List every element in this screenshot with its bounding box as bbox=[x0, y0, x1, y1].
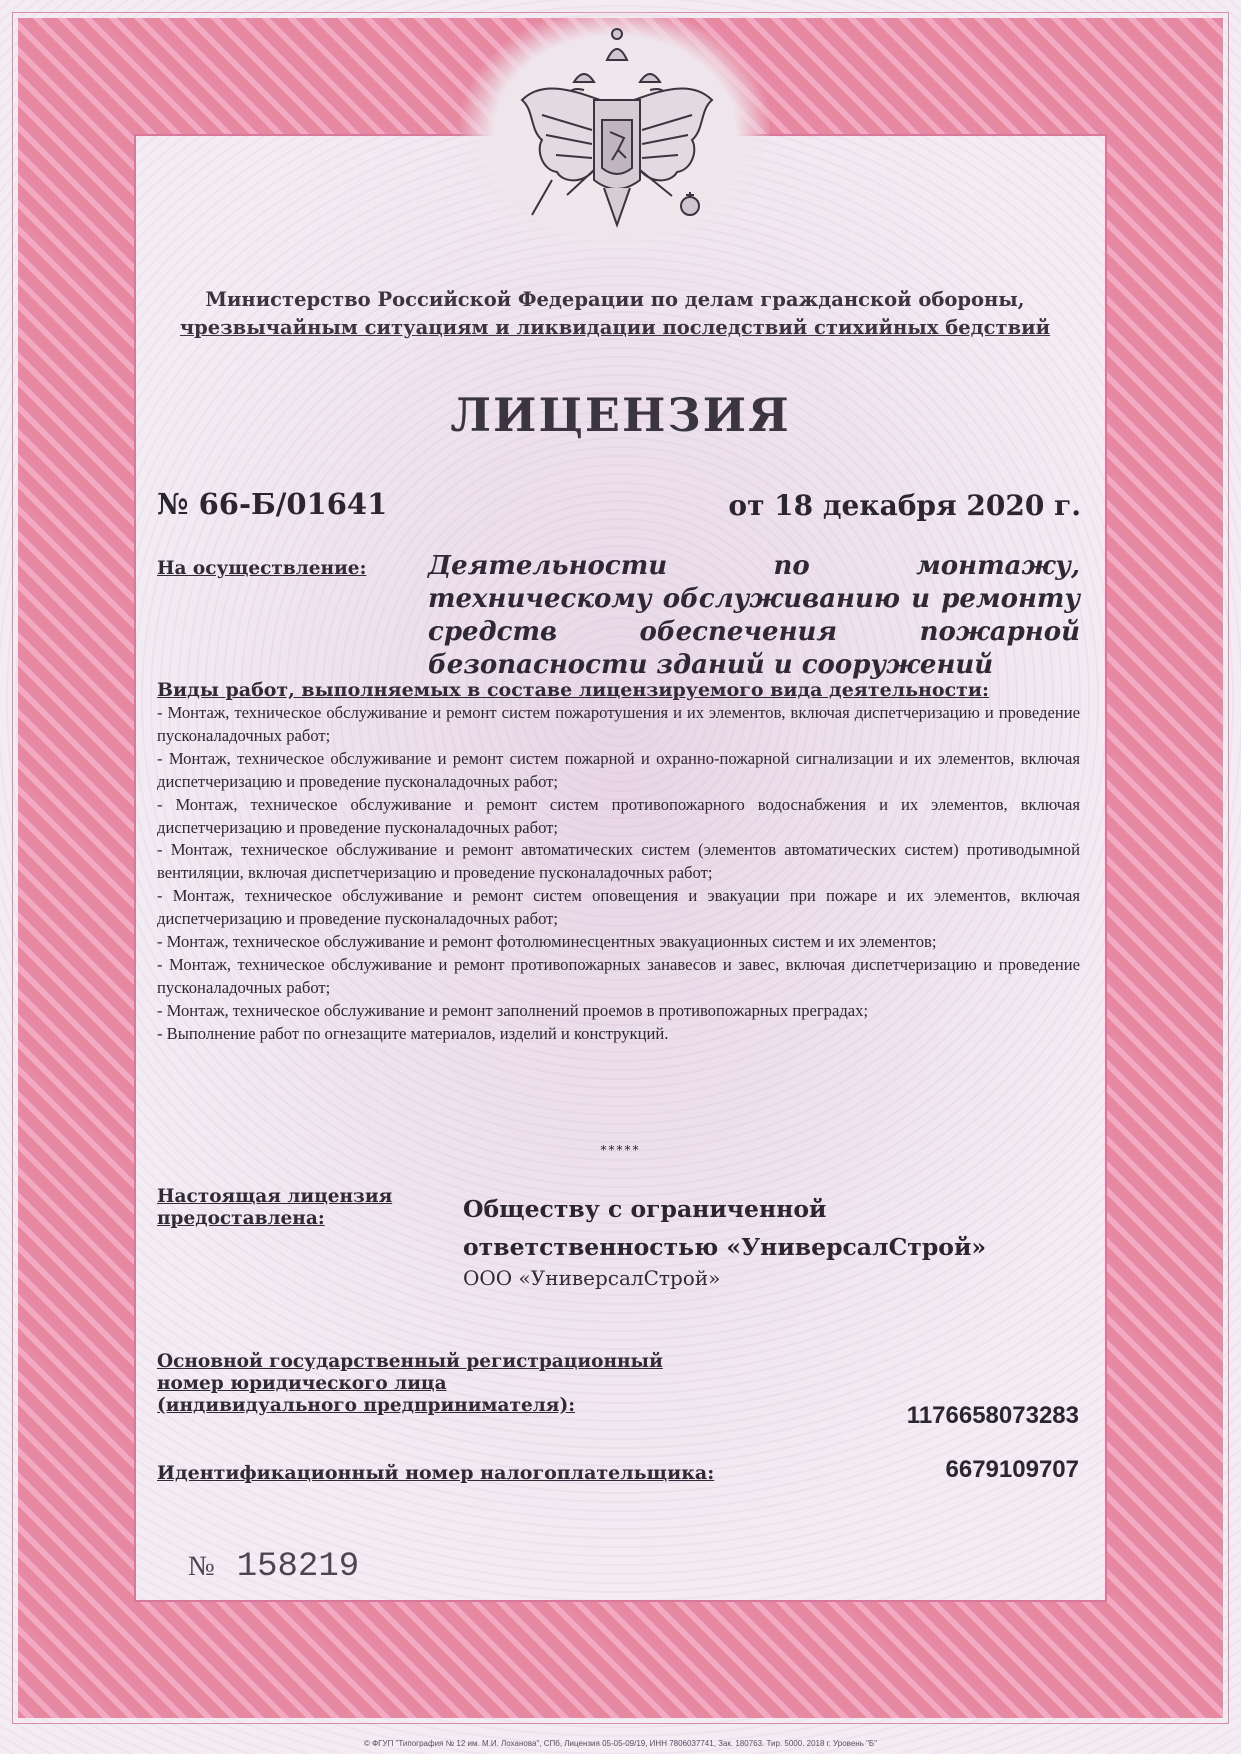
printer-imprint: © ФГУП "Типография № 12 им. М.И. Лоханова", СПб, Лицензия 05-05-09/19, ИНН 7806037741, Зак. 180763. Тир. 5000. 2018 г. Уровень "Б" bbox=[363, 1739, 878, 1748]
organization-full-name: Обществу с ограниченной ответственностью «УниверсалСтрой» bbox=[463, 1195, 987, 1261]
list-item: - Монтаж, техническое обслуживание и ремонт систем пожаротушения и их элементов, включая диспетчеризацию и проведение пусконаладочных работ; bbox=[157, 703, 1080, 745]
ogrn-value: 1176658073283 bbox=[906, 1402, 1079, 1429]
activity-text: Деятельности по монтажу, техническому обслуживанию и ремонту средств обеспечения пожарной безопасности зданий и сооружений bbox=[428, 551, 1080, 680]
blank-serial-number bbox=[188, 1548, 359, 1586]
inn-value: 6679109707 bbox=[945, 1456, 1079, 1483]
ogrn-label-line-3: (индивидуального предпринимателя): bbox=[157, 1395, 576, 1416]
serial-prefix: № bbox=[188, 1551, 215, 1582]
granted-label bbox=[157, 1186, 392, 1230]
serial-value: 158219 bbox=[236, 1548, 360, 1586]
coat-of-arms-icon bbox=[512, 20, 722, 242]
ogrn-label bbox=[157, 1351, 717, 1417]
list-item: - Монтаж, техническое обслуживание и ремонт систем противопожарного водоснабжения и их элементов, включая диспетчеризацию и проведение пусконаладочных работ; bbox=[157, 794, 1080, 837]
list-item: - Монтаж, техническое обслуживание и ремонт автоматических систем (элементов автоматических систем) противодымной вентиляции, включая диспетчеризацию и проведение пусконаладочных работ; bbox=[157, 840, 1080, 883]
ogrn-label-line-1: Основной государственный регистрационный bbox=[157, 1351, 663, 1372]
license-number: № 66-Б/01641 bbox=[157, 487, 388, 521]
organization-short-name: ООО «УниверсалСтрой» bbox=[463, 1266, 721, 1290]
granted-label-line-1: Настоящая лицензия bbox=[157, 1186, 393, 1207]
ministry-line-2: чрезвычайным ситуациям и ликвидации последствий стихийных бедствий bbox=[179, 316, 1051, 339]
section-separator: ***** bbox=[600, 1143, 641, 1157]
activity-label: На осуществление: bbox=[157, 558, 367, 579]
works-heading: Виды работ, выполняемых в составе лицензируемого вида деятельности: bbox=[157, 679, 990, 701]
list-item: - Выполнение работ по огнезащите материалов, изделий и конструкций. bbox=[157, 1023, 669, 1043]
ministry-line-1: Министерство Российской Федерации по делам гражданской обороны, bbox=[205, 288, 1025, 311]
list-item: - Монтаж, техническое обслуживание и ремонт противопожарных занавесов и завес, включая диспетчеризацию и проведение пусконаладочных работ; bbox=[157, 954, 1080, 997]
license-date: от 18 декабря 2020 г. bbox=[728, 489, 1081, 522]
granted-label-line-2: предоставлена: bbox=[157, 1208, 325, 1229]
ogrn-label-line-2: номер юридического лица bbox=[157, 1373, 447, 1394]
works-list bbox=[157, 702, 1080, 1046]
list-item: - Монтаж, техническое обслуживание и ремонт систем оповещения и эвакуации при пожаре и их элементов, включая диспетчеризацию и проведение пусконаладочных работ; bbox=[157, 886, 1080, 929]
list-item: - Монтаж, техническое обслуживание и ремонт фотолюминесцентных эвакуационных систем и их элементов; bbox=[157, 932, 937, 952]
list-item: - Монтаж, техническое обслуживание и ремонт систем пожарной и охранно-пожарной сигнализации и их элементов, включая диспетчеризацию и проведение пусконаладочных работ; bbox=[157, 748, 1080, 791]
document-title: ЛИЦЕНЗИЯ bbox=[450, 388, 791, 442]
ministry-header bbox=[150, 286, 1080, 342]
list-item: - Монтаж, техническое обслуживание и ремонт заполнений проемов в противопожарных преградах; bbox=[157, 1000, 869, 1020]
inn-label: Идентификационный номер налогоплательщика: bbox=[157, 1462, 715, 1484]
